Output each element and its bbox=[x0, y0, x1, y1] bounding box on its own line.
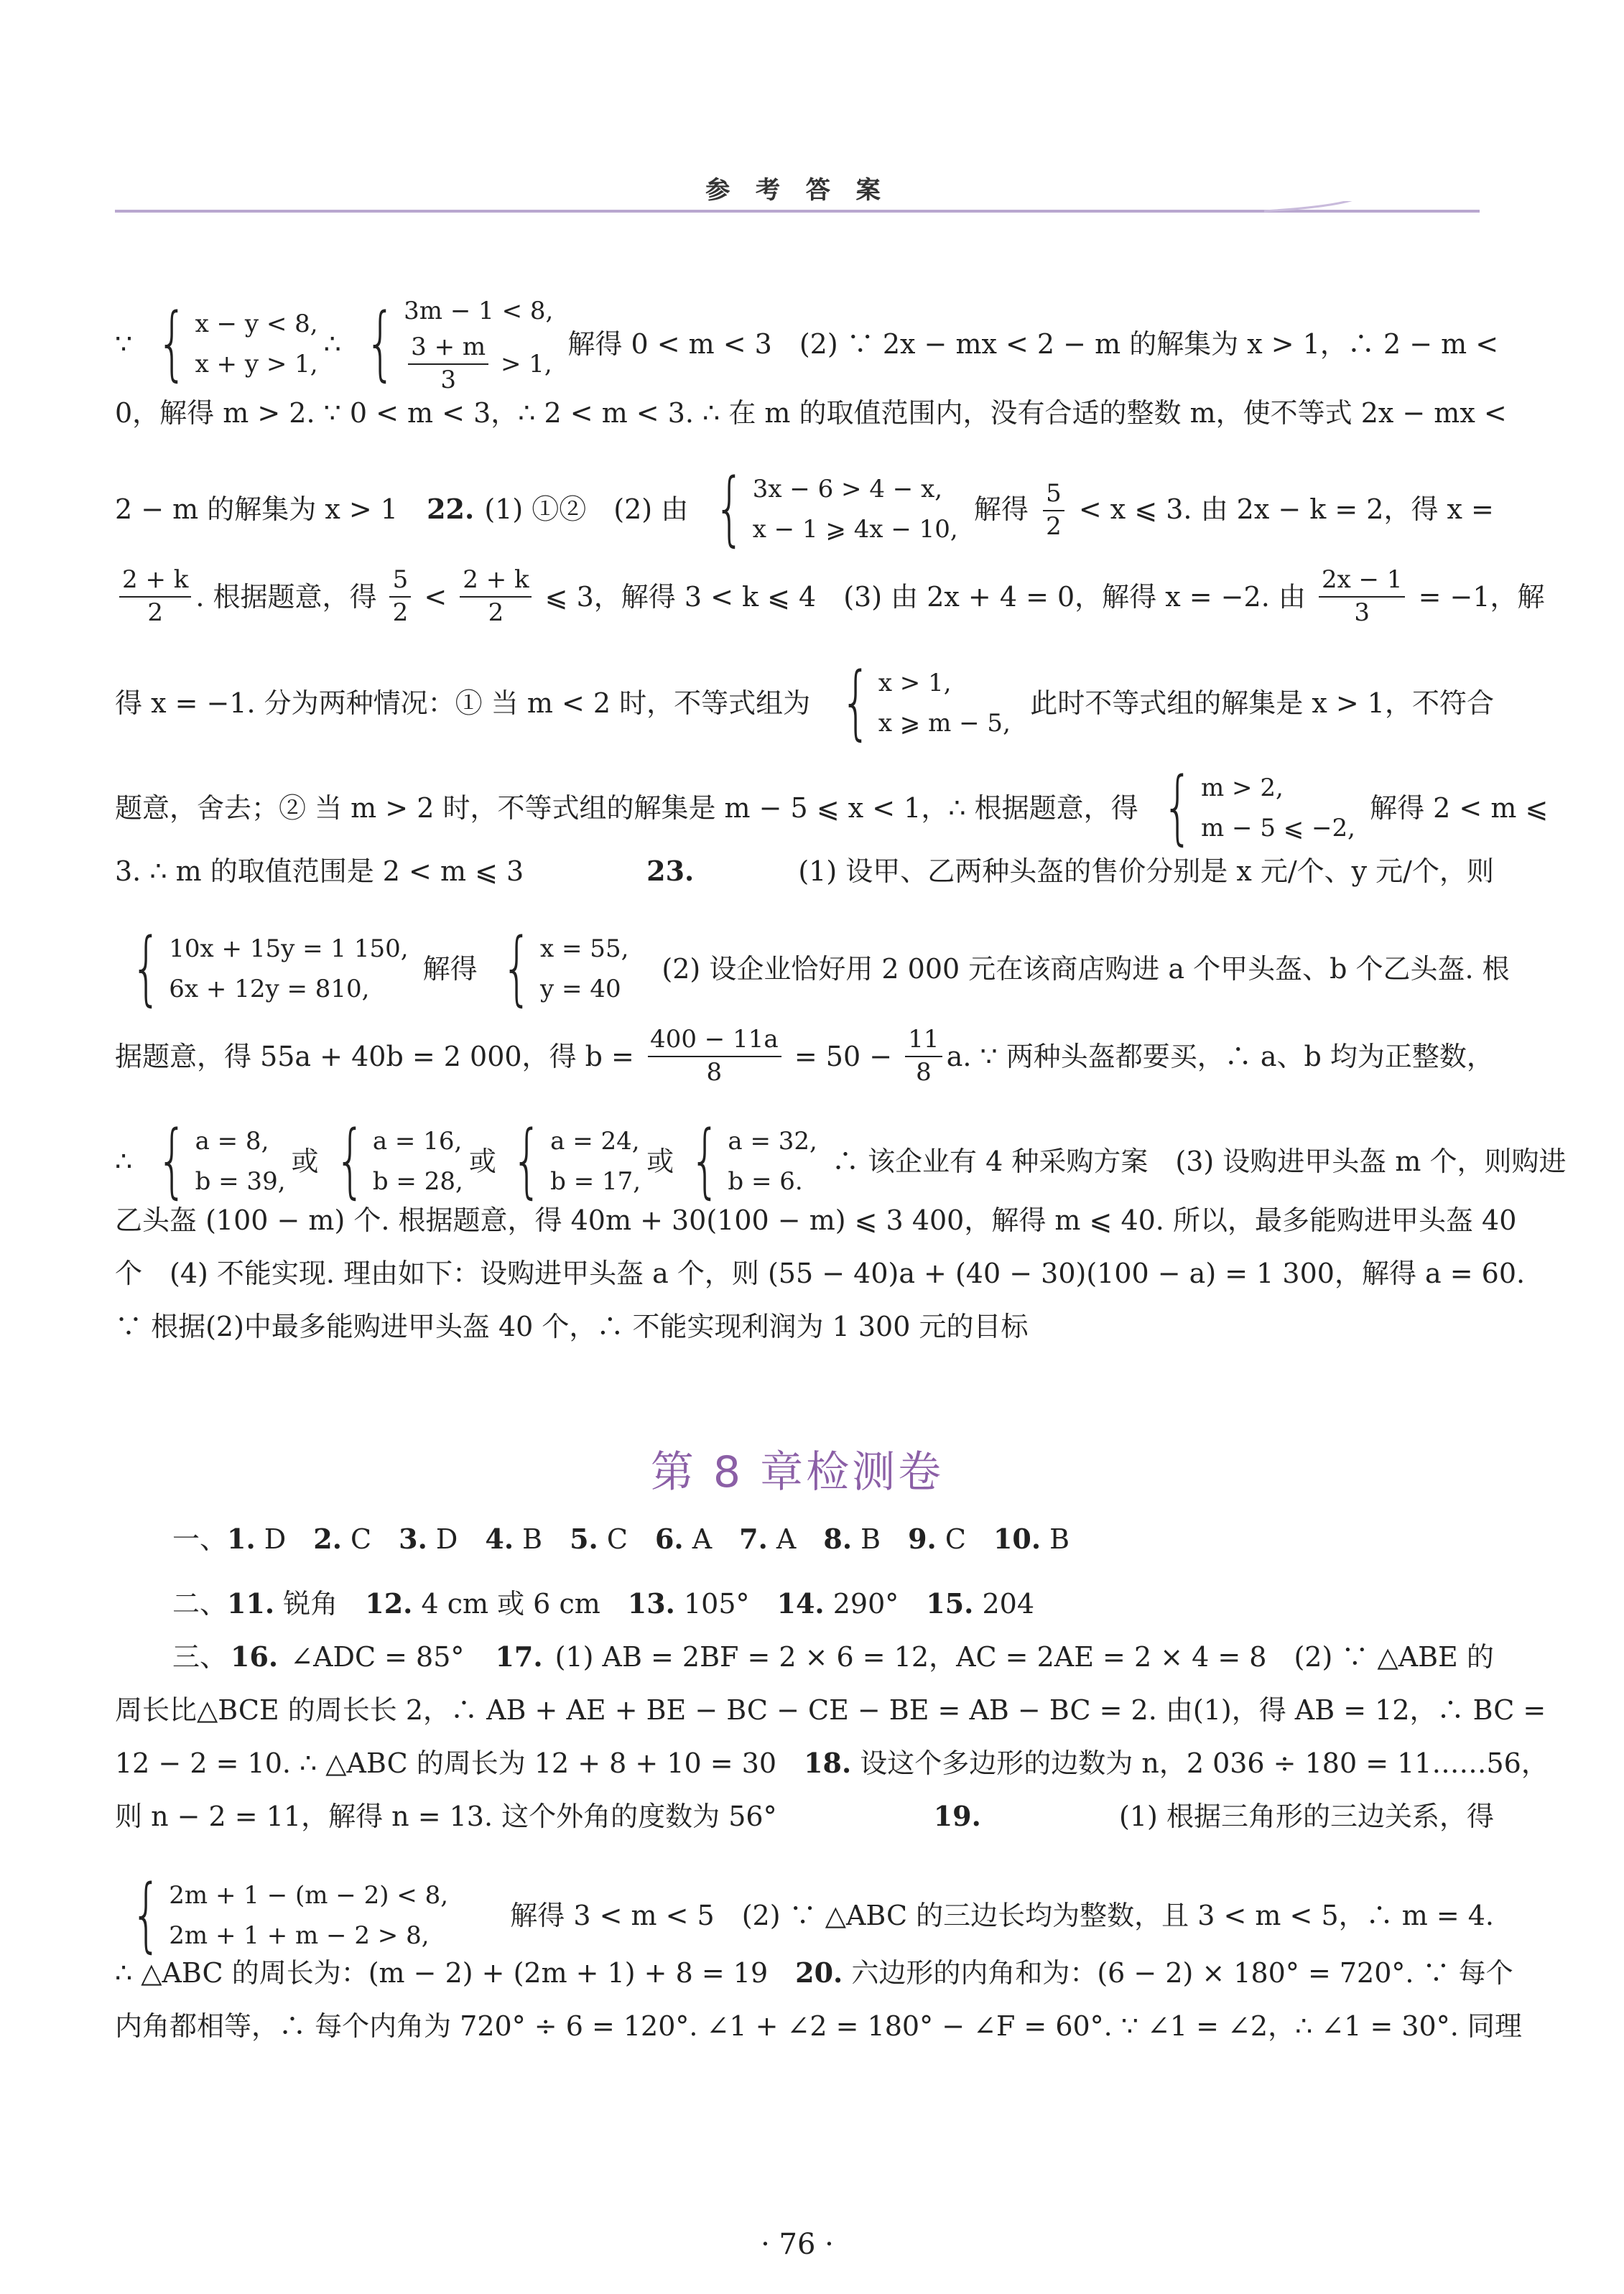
text-run: 解得 bbox=[414, 954, 486, 985]
text-run: ∴ bbox=[115, 1146, 141, 1178]
text-run: < x ⩽ 3. 由 2x − k = 2，得 x = bbox=[1069, 494, 1494, 526]
text-line bbox=[115, 656, 1494, 750]
text-line bbox=[115, 2005, 1522, 2048]
text-run: 六边形的内角和为：(6 − 2) × 180° = 720°. ∵ 每个 bbox=[843, 1958, 1513, 1989]
fraction-denominator: 3 bbox=[440, 366, 456, 395]
equation-row: m − 5 ⩽ −2, bbox=[1200, 814, 1355, 843]
equation-row: x − 1 ⩾ 4x − 10, bbox=[752, 516, 958, 544]
fraction-denominator: 2 bbox=[392, 599, 409, 628]
fraction-denominator: 3 bbox=[1354, 599, 1370, 628]
text-run: 290° bbox=[824, 1589, 927, 1620]
question-number: 11. bbox=[227, 1589, 275, 1620]
question-number: 13. bbox=[627, 1589, 675, 1620]
text-run: 乙头盔 (100 − m) 个. 根据题意，得 40m + 30(100 − m) ⩽ 3 400，解得 m ⩽ 40. 所以，最多能购进甲头盔 40 bbox=[115, 1205, 1517, 1237]
text-run: a. ∵ 两种头盔都要买，∴ a、b 均为正整数， bbox=[946, 1041, 1494, 1072]
text-run: 此时不等式组的解集是 x > 1，不符合 bbox=[1021, 688, 1494, 720]
text-run: ⩽ 3，解得 3 < k ⩽ 4 (3) 由 2x + 4 = 0，解得 x = −2. 由 bbox=[536, 581, 1314, 613]
equation-rows bbox=[195, 1122, 286, 1202]
header-title: 参 考 答 案 bbox=[705, 177, 889, 205]
text-run: C bbox=[341, 1524, 399, 1556]
text-run: 周长比△BCE 的周长长 2，∴ AB + AE + BE − BC − CE − BE = AB − BC = 2. 由(1)，得 AB = 12，∴ BC = bbox=[115, 1695, 1546, 1727]
text-run: 0，解得 m > 2. ∵ 0 < m < 3，∴ 2 < m < 3. ∴ 在 m 的取值范围内，没有合适的整数 m，使不等式 2x − mx < bbox=[115, 398, 1507, 429]
text-run: A bbox=[683, 1524, 740, 1556]
equation-system bbox=[704, 463, 958, 556]
text-run: 锐角 bbox=[274, 1589, 366, 1620]
text-line bbox=[115, 761, 1549, 855]
text-line bbox=[115, 1952, 1513, 1995]
left-brace-glyph: { bbox=[1162, 761, 1194, 855]
fraction-numerator: 5 bbox=[1043, 478, 1064, 511]
text-run: < bbox=[415, 581, 456, 613]
text-line bbox=[115, 392, 1507, 435]
equation-row: 2m + 1 − (m − 2) < 8, bbox=[169, 1882, 449, 1910]
equation-row: x + y > 1, bbox=[195, 350, 318, 379]
text-run: 一、 bbox=[172, 1524, 228, 1556]
equation-system bbox=[1153, 761, 1355, 855]
equation-row: b = 28, bbox=[372, 1168, 463, 1197]
text-run: 或 bbox=[646, 1146, 674, 1178]
equation-row: b = 6. bbox=[728, 1168, 803, 1197]
equation-rows bbox=[404, 292, 553, 396]
text-run: (1) ①② (2) 由 bbox=[475, 494, 697, 526]
fraction-numerator: 3 + m bbox=[408, 332, 488, 365]
page-number: · 76 · bbox=[761, 2226, 834, 2261]
text-line bbox=[115, 1742, 1549, 1785]
text-run: 解得 0 < m < 3 (2) ∵ 2x − mx < 2 − m 的解集为 x > 1，∴ 2 − m < bbox=[559, 328, 1499, 360]
text-run: 105° bbox=[674, 1589, 777, 1620]
text-run: 12 − 2 = 10. ∴ △ABC 的周长为 12 + 8 + 10 = 30 bbox=[115, 1748, 804, 1780]
text-run: ∴ △ABC 的周长为：(m − 2) + (2m + 1) + 8 = 19 bbox=[115, 1958, 796, 1989]
text-run: 204 bbox=[973, 1589, 1035, 1620]
text-line bbox=[115, 463, 1494, 556]
fraction-denominator: 2 bbox=[1046, 512, 1062, 541]
equation-row: a = 32, bbox=[728, 1128, 817, 1156]
text-line bbox=[115, 292, 1499, 396]
text-run: (2) 设企业恰好用 2 000 元在该商店购进 a 个甲头盔、b 个乙头盔. 根 bbox=[634, 954, 1510, 985]
text-line bbox=[115, 1024, 1494, 1089]
equation-system bbox=[121, 1869, 449, 1962]
question-number: 4. bbox=[485, 1524, 514, 1556]
fraction-numerator: 2x − 1 bbox=[1319, 565, 1406, 598]
equation-row: x − y < 8, bbox=[195, 310, 318, 338]
left-brace-glyph: { bbox=[334, 1115, 366, 1208]
equation-row: 3m − 1 < 8, bbox=[404, 297, 554, 326]
text-run: . 根据题意，得 bbox=[195, 581, 386, 613]
question-number: 22. bbox=[427, 494, 475, 526]
left-brace-glyph: { bbox=[131, 922, 162, 1016]
text-run: = 50 − bbox=[785, 1041, 901, 1072]
text-line bbox=[115, 1306, 1494, 1349]
text-line bbox=[115, 1199, 1517, 1243]
question-number: 7. bbox=[739, 1524, 768, 1556]
equation-row: 2m + 1 + m − 2 > 8, bbox=[169, 1922, 430, 1951]
text-run: (1) AB = 2BF = 2 × 6 = 12，AC = 2AE = 2 × 4 = 8 (2) ∵ △ABE 的 bbox=[546, 1642, 1494, 1673]
equation-row: x ⩾ m − 5, bbox=[878, 710, 1011, 738]
text-run: (1) 设甲、乙两种头盔的售价分别是 x 元/个、y 元/个，则 bbox=[789, 856, 1494, 888]
equation-row: 10x + 15y = 1 150, bbox=[169, 935, 409, 964]
text-run: C bbox=[598, 1524, 655, 1556]
equation-row: b = 39, bbox=[195, 1168, 286, 1197]
question-number: 10. bbox=[993, 1524, 1041, 1556]
text-run: 个 (4) 不能实现. 理由如下：设购进甲头盔 a 个，则 (55 − 40)a + (40 − 30)(100 − a) = 1 300，解得 a = 60. bbox=[115, 1258, 1526, 1290]
left-brace-glyph: { bbox=[502, 922, 533, 1016]
text-run: 据题意，得 55a + 40b = 2 000，得 b = bbox=[115, 1041, 643, 1072]
equation-system bbox=[679, 1115, 817, 1208]
fraction-numerator: 11 bbox=[905, 1024, 942, 1057]
equation-row: m > 2, bbox=[1200, 774, 1284, 803]
equation-row: a = 24, bbox=[550, 1128, 640, 1156]
fraction bbox=[390, 565, 412, 629]
fraction bbox=[408, 332, 488, 396]
text-run: 解得 3 < m < 5 (2) ∵ △ABC 的三边长均为整数，且 3 < m < 5，∴ m = 4. bbox=[501, 1900, 1494, 1932]
question-number: 12. bbox=[365, 1589, 413, 1620]
fraction-denominator: 2 bbox=[488, 599, 504, 628]
fraction-denominator: 8 bbox=[916, 1059, 932, 1087]
fraction bbox=[460, 565, 532, 629]
equation-system bbox=[830, 656, 1011, 750]
equation-row: 3x − 6 > 4 − x, bbox=[752, 475, 943, 504]
question-number: 8. bbox=[823, 1524, 853, 1556]
question-number: 23. bbox=[646, 856, 695, 888]
text-run: D bbox=[427, 1524, 486, 1556]
text-line bbox=[115, 1253, 1526, 1296]
text-run: = −1，解 bbox=[1409, 581, 1545, 613]
text-run: (1) 根据三角形的三边关系，得 bbox=[1110, 1801, 1494, 1833]
left-brace-glyph: { bbox=[366, 297, 396, 390]
question-number: 5. bbox=[570, 1524, 598, 1556]
text-run: B bbox=[852, 1524, 909, 1556]
equation-system bbox=[325, 1115, 463, 1208]
header-rule bbox=[115, 201, 1480, 215]
text-run: 或 bbox=[291, 1146, 319, 1178]
equation-row: a = 8, bbox=[195, 1128, 269, 1156]
equation-rows bbox=[540, 929, 628, 1010]
equation-rows bbox=[169, 929, 408, 1010]
text-line bbox=[172, 1636, 1494, 1679]
text-run: ∵ 根据(2)中最多能购进甲头盔 40 个，∴ 不能实现利润为 1 300 元的目标 bbox=[115, 1311, 1029, 1343]
text-line bbox=[172, 1583, 1494, 1626]
fraction-numerator: 400 − 11a bbox=[647, 1024, 781, 1057]
left-brace-glyph: { bbox=[157, 297, 188, 390]
text-run: C bbox=[936, 1524, 993, 1556]
question-number: 14. bbox=[776, 1589, 825, 1620]
equation-rows bbox=[169, 1876, 448, 1956]
question-number: 15. bbox=[926, 1589, 974, 1620]
text-line bbox=[172, 1518, 1494, 1561]
text-run: ∴ bbox=[323, 328, 350, 360]
fraction bbox=[647, 1024, 781, 1089]
equation-system bbox=[147, 1115, 286, 1208]
text-run: B bbox=[1041, 1524, 1070, 1556]
equation-row bbox=[404, 332, 553, 396]
fraction bbox=[1043, 478, 1064, 542]
question-number: 6. bbox=[654, 1524, 684, 1556]
question-number: 1. bbox=[227, 1524, 256, 1556]
question-number: 16. bbox=[231, 1642, 279, 1673]
text-run: > 1, bbox=[493, 350, 552, 379]
equation-rows bbox=[195, 304, 318, 384]
equation-row: y = 40 bbox=[540, 975, 621, 1004]
equation-rows bbox=[550, 1122, 641, 1202]
equation-system bbox=[121, 922, 409, 1016]
equation-row: 6x + 12y = 810, bbox=[169, 975, 370, 1004]
text-line bbox=[115, 1115, 1567, 1208]
text-run: ∴ 该企业有 4 种采购方案 (3) 设购进甲头盔 m 个，则购进 bbox=[822, 1146, 1567, 1178]
equation-row: x > 1, bbox=[878, 669, 952, 698]
equation-rows bbox=[728, 1122, 817, 1202]
equation-system bbox=[492, 922, 629, 1016]
text-run: 得 x = −1. 分为两种情况：① 当 m < 2 时，不等式组为 bbox=[115, 688, 820, 720]
text-run: D bbox=[255, 1524, 314, 1556]
question-number: 19. bbox=[933, 1801, 981, 1833]
fraction bbox=[1319, 565, 1406, 629]
equation-row: a = 16, bbox=[372, 1128, 463, 1156]
text-run: 三、 bbox=[172, 1642, 228, 1673]
equation-system bbox=[147, 297, 318, 390]
equation-row: x = 55, bbox=[540, 935, 629, 964]
question-number: 17. bbox=[495, 1642, 543, 1673]
text-run: 解得 bbox=[965, 494, 1037, 526]
section-title: 第 8 章检测卷 bbox=[650, 1448, 945, 1498]
text-line bbox=[115, 850, 1494, 893]
text-run: B bbox=[514, 1524, 570, 1556]
text-run: ∠ADC = 85° bbox=[282, 1642, 492, 1673]
fraction-numerator: 2 + k bbox=[119, 565, 191, 598]
question-number: 20. bbox=[795, 1958, 843, 1989]
question-number: 18. bbox=[804, 1748, 852, 1780]
text-line bbox=[115, 1689, 1546, 1732]
fraction-numerator: 2 + k bbox=[460, 565, 532, 598]
equation-rows bbox=[1201, 768, 1355, 849]
equation-row: b = 17, bbox=[550, 1168, 641, 1197]
text-run: 二、 bbox=[172, 1589, 228, 1620]
question-number: 2. bbox=[313, 1524, 342, 1556]
text-line bbox=[115, 1796, 1494, 1839]
left-brace-glyph: { bbox=[131, 1869, 162, 1962]
fraction bbox=[119, 565, 191, 629]
text-run: 解得 2 < m ⩽ bbox=[1361, 793, 1549, 825]
left-brace-glyph: { bbox=[714, 463, 746, 556]
text-run: 2 − m 的解集为 x > 1 bbox=[115, 494, 425, 526]
equation-rows bbox=[878, 664, 1011, 744]
equation-rows bbox=[753, 470, 958, 550]
left-brace-glyph: { bbox=[512, 1115, 543, 1208]
text-run: ∵ bbox=[115, 328, 141, 360]
fraction-denominator: 8 bbox=[706, 1059, 723, 1087]
fraction-denominator: 2 bbox=[147, 599, 163, 628]
text-run: 4 cm 或 6 cm bbox=[412, 1589, 628, 1620]
question-number: 3. bbox=[399, 1524, 427, 1556]
fraction bbox=[905, 1024, 942, 1089]
text-run: A bbox=[767, 1524, 824, 1556]
text-run: 内角都相等，∴ 每个内角为 720° ÷ 6 = 120°. ∠1 + ∠2 = 180° − ∠F = 60°. ∵ ∠1 = ∠2，∴ ∠1 = 30°. 同理 bbox=[115, 2011, 1522, 2043]
text-run: 3. ∴ m 的取值范围是 2 < m ⩽ 3 bbox=[115, 856, 552, 888]
equation-rows bbox=[373, 1122, 463, 1202]
equation-system bbox=[356, 292, 553, 396]
left-brace-glyph: { bbox=[690, 1115, 721, 1208]
left-brace-glyph: { bbox=[840, 656, 871, 750]
text-run: 题意，舍去；② 当 m > 2 时，不等式组的解集是 m − 5 ⩽ x < 1，∴ 根据题意，得 bbox=[115, 793, 1147, 825]
text-line bbox=[115, 922, 1510, 1016]
text-run: 设这个多边形的边数为 n，2 036 ÷ 180 = 11……56， bbox=[851, 1748, 1549, 1780]
question-number: 9. bbox=[908, 1524, 937, 1556]
left-brace-glyph: { bbox=[157, 1115, 188, 1208]
text-run: 或 bbox=[468, 1146, 496, 1178]
text-run: 则 n − 2 = 11，解得 n = 13. 这个外角的度数为 56° bbox=[115, 1801, 804, 1833]
equation-system bbox=[502, 1115, 641, 1208]
fraction-numerator: 5 bbox=[390, 565, 412, 598]
text-line bbox=[115, 1869, 1494, 1962]
text-line bbox=[115, 565, 1545, 629]
